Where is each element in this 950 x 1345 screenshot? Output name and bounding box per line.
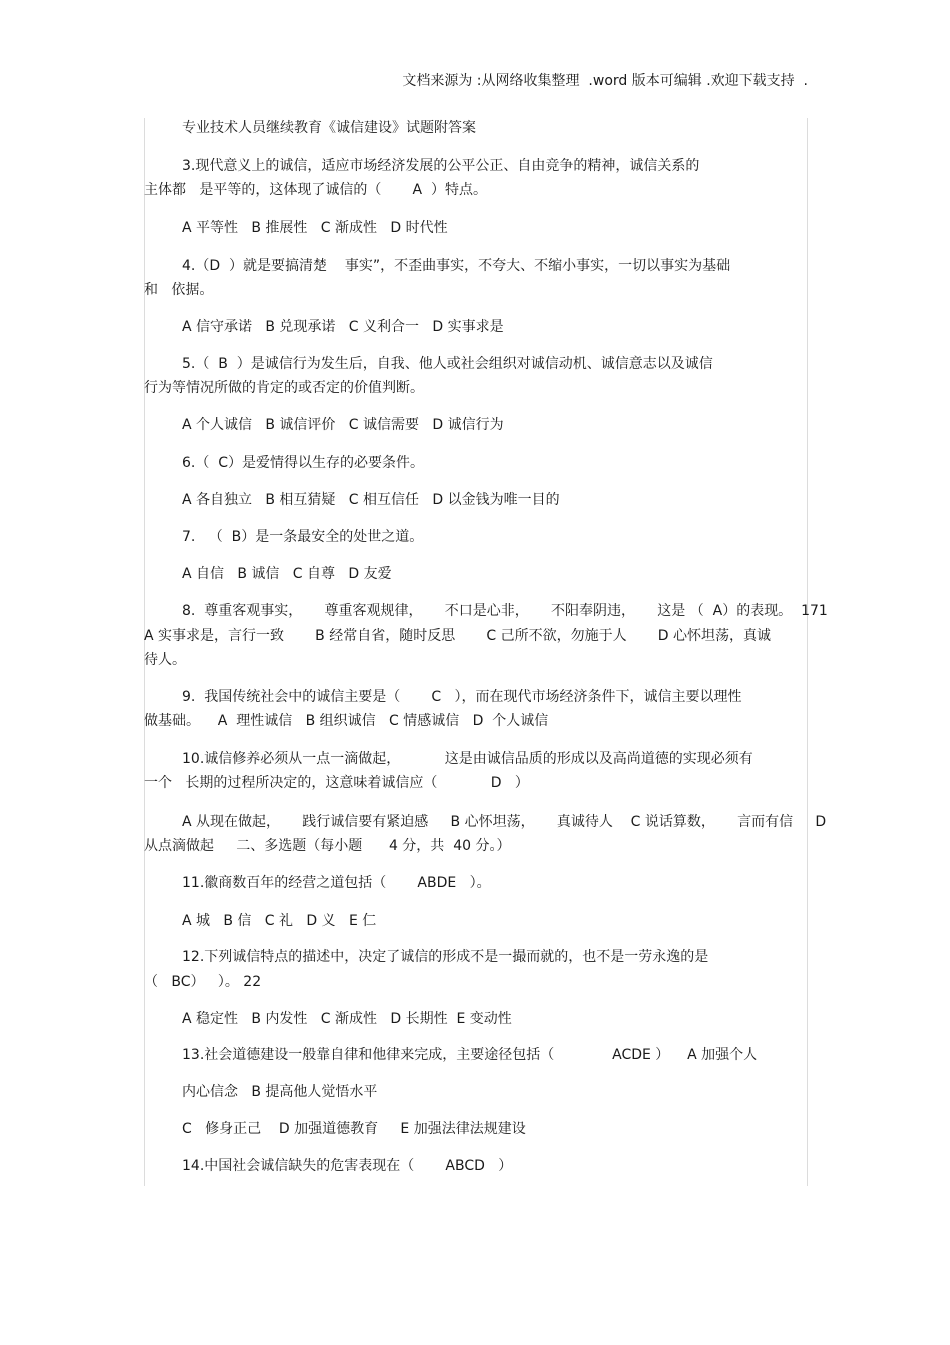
question-10-line-2: 一个 长期的过程所决定的，这意味着诚信应（ D ） <box>144 775 529 791</box>
question-14-line-1: 14.中国社会诚信缺失的危害表现在（ ABCD ） <box>182 1158 513 1174</box>
question-8-line-1: 8. 尊重客观事实， 尊重客观规律， 不口是心非， 不阳奉阴违， 这是 （ A）的表现。 171 <box>182 603 828 619</box>
question-6-options: A 各自独立 B 相互猜疑 C 相互信任 D 以金钱为唯一目的 <box>182 492 560 508</box>
question-5-line-1: 5.（ B ）是诚信行为发生后，自我、他人或社会组织对诚信动机、诚信意志以及诚信 <box>182 356 713 372</box>
question-6-line-1: 6.（ C）是爱情得以生存的必要条件。 <box>182 455 425 471</box>
question-10-line-1: 10.诚信修养必须从一点一滴做起， 这是由诚信品质的形成以及高尚道德的实现必须有 <box>182 751 753 767</box>
question-5-line-2: 行为等情况所做的肯定的或否定的价值判断。 <box>144 380 424 396</box>
question-9-line-1: 9. 我国传统社会中的诚信主要是（ C ），而在现代市场经济条件下，诚信主要以理性 <box>182 689 742 705</box>
question-12-line-2: （ BC） ）。 22 <box>144 974 262 990</box>
question-11-line-1: 11.徽商数百年的经营之道包括（ ABDE ）。 <box>182 875 491 891</box>
question-13-line-1: 13.社会道德建设一般靠自律和他律来完成，主要途径包括（ ACDE ） A 加强个人 <box>182 1047 758 1063</box>
document-title: 专业技术人员继续教育《诚信建设》试题附答案 <box>182 120 476 136</box>
page-header-source-note: 文档来源为 :从网络收集整理 .word 版本可编辑 .欢迎下载支持 . <box>402 73 808 89</box>
question-4-line-2: 和 依据。 <box>144 282 214 298</box>
question-12-line-1: 12.下列诚信特点的描述中，决定了诚信的形成不是一撮而就的，也不是一劳永逸的是 <box>182 949 709 965</box>
question-8-line-2: A 实事求是，言行一致 B 经常自省，随时反思 C 己所不欲，勿施于人 D 心怀坦荡，真诚 <box>144 628 771 644</box>
question-4-options: A 信守承诺 B 兑现承诺 C 义利合一 D 实事求是 <box>182 319 504 335</box>
question-10-options: A 从现在做起， 践行诚信要有紧迫感 B 心怀坦荡， 真诚待人 C 说话算数， 言而有信 D <box>182 814 827 830</box>
question-13-line-2: 内心信念 B 提高他人觉悟水平 <box>182 1084 378 1100</box>
question-3-options: A 平等性 B 推展性 C 渐成性 D 时代性 <box>182 220 448 236</box>
question-3-line-1: 3.现代意义上的诚信，适应市场经济发展的公平公正、自由竞争的精神，诚信关系的 <box>182 158 700 174</box>
question-8-line-3: 待人。 <box>144 652 186 668</box>
question-11-options: A 城 B 信 C 礼 D 义 E 仁 <box>182 913 377 929</box>
question-7-line-1: 7. （ B）是一条最安全的处世之道。 <box>182 529 424 545</box>
question-10-options-line-2: 从点滴做起 二、多选题（每小题 4 分，共 40 分。） <box>144 838 511 854</box>
question-13-line-3: C 修身正己 D 加强道德教育 E 加强法律法规建设 <box>182 1121 526 1137</box>
question-9-line-2: 做基础。 A 理性诚信 B 组织诚信 C 情感诚信 D 个人诚信 <box>144 713 549 729</box>
question-7-options: A 自信 B 诚信 C 自尊 D 友爱 <box>182 566 392 582</box>
question-4-line-1: 4.（D ）就是要搞清楚 事实”，不歪曲事实，不夸大、不缩小事实，一切以事实为基础 <box>182 258 731 274</box>
question-5-options: A 个人诚信 B 诚信评价 C 诚信需要 D 诚信行为 <box>182 417 504 433</box>
question-12-options: A 稳定性 B 内发性 C 渐成性 D 长期性 E 变动性 <box>182 1011 512 1027</box>
question-3-line-2: 主体都 是平等的，这体现了诚信的（ A ）特点。 <box>144 182 487 198</box>
